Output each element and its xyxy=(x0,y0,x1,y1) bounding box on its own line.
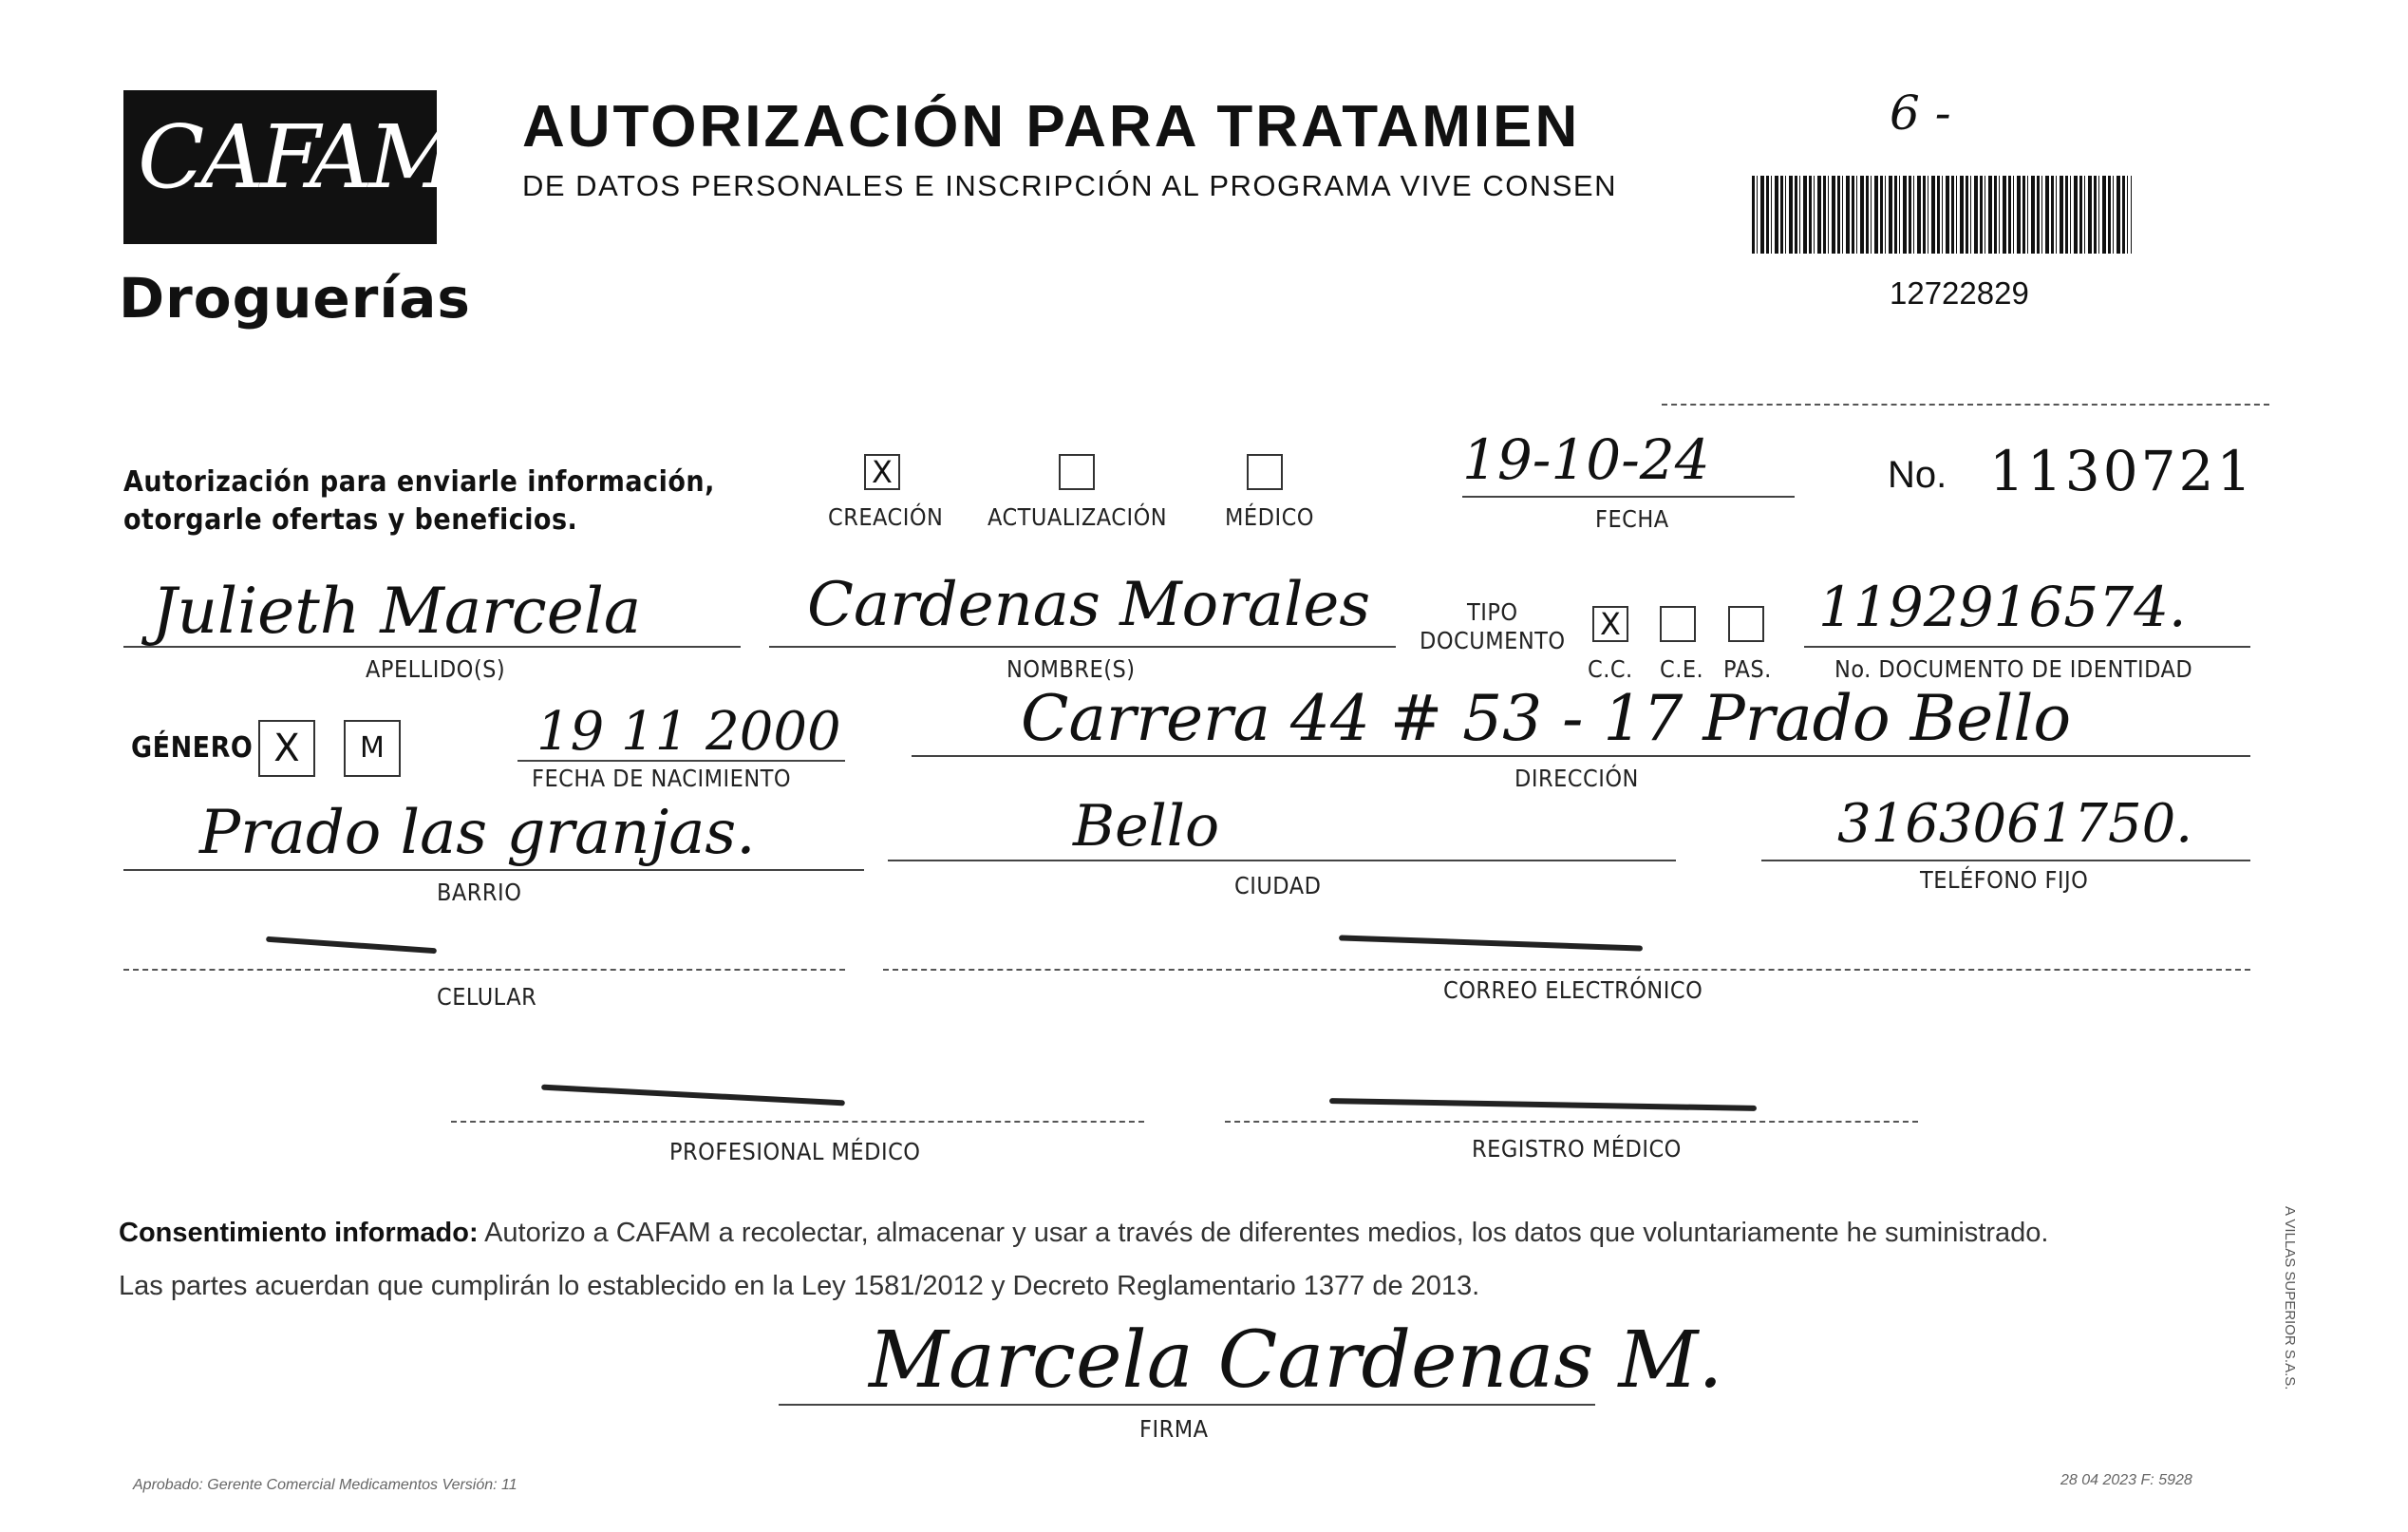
label-medico: MÉDICO xyxy=(1225,503,1314,531)
no-label: No. xyxy=(1888,454,1947,496)
celular-label: CELULAR xyxy=(437,983,537,1011)
registro-label: REGISTRO MÉDICO xyxy=(1472,1135,1682,1163)
checkbox-cc[interactable]: X xyxy=(1592,606,1628,642)
fecha-line xyxy=(1462,496,1795,498)
consent-text-2: Las partes acuerdan que cumplirán lo establecido en la Ley 1581/2012 y Decreto Reglamentario 1377 de 2013. xyxy=(119,1271,1480,1301)
documento-label: DOCUMENTO xyxy=(1420,627,1566,654)
form-number: 1130721 xyxy=(1989,439,2255,503)
doc-number-value[interactable]: 1192916574. xyxy=(1818,575,2187,639)
apellidos-label: APELLIDO(S) xyxy=(366,655,506,683)
celular-redaction xyxy=(266,936,437,955)
label-pas: PAS. xyxy=(1723,655,1772,683)
apellidos-line xyxy=(123,646,741,648)
doc-number-line xyxy=(1804,646,2250,648)
authorization-intro: Autorización para enviarle información, xyxy=(123,465,715,499)
direccion-value[interactable]: Carrera 44 # 53 - 17 Prado Bello xyxy=(1021,682,2072,755)
nacimiento-value[interactable]: 19 11 2000 xyxy=(536,701,841,763)
correo-label: CORREO ELECTRÓNICO xyxy=(1443,976,1703,1004)
registro-redaction xyxy=(1329,1098,1757,1111)
celular-line xyxy=(123,969,845,971)
nombres-value[interactable]: Cardenas Morales xyxy=(807,570,1371,640)
barcode xyxy=(1752,176,2132,254)
checkbox-ce[interactable] xyxy=(1660,606,1696,642)
barrio-value[interactable]: Prado las granjas. xyxy=(199,798,756,868)
telefono-label: TELÉFONO FIJO xyxy=(1920,866,2089,894)
footer-date-code: 28 04 2023 F: 5928 xyxy=(2060,1472,2192,1488)
apellidos-value[interactable]: Julieth Marcela xyxy=(152,575,642,648)
direccion-label: DIRECCIÓN xyxy=(1514,765,1639,792)
nombres-label: NOMBRE(S) xyxy=(1006,655,1136,683)
genero-label: GÉNERO xyxy=(131,731,254,765)
tipo-label: TIPO xyxy=(1467,598,1518,626)
profesional-redaction xyxy=(541,1085,845,1106)
checkbox-medico[interactable] xyxy=(1247,454,1283,490)
profesional-label: PROFESIONAL MÉDICO xyxy=(669,1138,921,1165)
ciudad-value[interactable]: Bello xyxy=(1073,793,1220,860)
nombres-line xyxy=(769,646,1396,648)
fecha-label: FECHA xyxy=(1595,505,1669,533)
label-ce: C.E. xyxy=(1660,655,1704,683)
profesional-line xyxy=(451,1121,1144,1123)
direccion-line xyxy=(912,755,2250,757)
correo-redaction xyxy=(1339,935,1643,951)
ciudad-label: CIUDAD xyxy=(1234,872,1322,899)
checkbox-creacion[interactable]: X xyxy=(864,454,900,490)
label-cc: C.C. xyxy=(1588,655,1633,683)
form-subtitle: DE DATOS PERSONALES E INSCRIPCIÓN AL PROGRAMA VIVE CONSEN xyxy=(522,169,1617,202)
signature[interactable]: Marcela Cardenas M. xyxy=(869,1315,1723,1406)
label-actualizacion: ACTUALIZACIÓN xyxy=(988,503,1168,531)
checkbox-genero-m[interactable]: M xyxy=(344,720,401,777)
consent-block xyxy=(119,1206,2265,1313)
authorization-intro-2: otorgarle ofertas y beneficios. xyxy=(123,503,578,537)
consent-heading: Consentimiento informado: xyxy=(119,1218,479,1248)
signature-line xyxy=(779,1404,1595,1406)
brand-subtitle: Droguerías xyxy=(119,266,471,331)
doc-number-label: No. DOCUMENTO DE IDENTIDAD xyxy=(1834,655,2193,683)
correo-line xyxy=(883,969,2250,971)
footer-approval: Aprobado: Gerente Comercial Medicamentos Versión: 11 xyxy=(133,1477,517,1493)
printer-side-text: A VILLAS SUPERIOR S.A.S. xyxy=(2282,1206,2298,1390)
form-title: AUTORIZACIÓN PARA TRATAMIEN xyxy=(522,94,1581,160)
fecha-value[interactable]: 19-10-24 xyxy=(1462,427,1710,492)
corner-handwritten-mark: 6 - xyxy=(1890,85,1951,141)
barrio-label: BARRIO xyxy=(437,879,522,906)
nacimiento-line xyxy=(517,760,845,762)
checkbox-pas[interactable] xyxy=(1728,606,1764,642)
telefono-line xyxy=(1761,860,2250,861)
label-creacion: CREACIÓN xyxy=(828,503,944,531)
ciudad-line xyxy=(888,860,1676,861)
consent-text-1: Autorizo a CAFAM a recolectar, almacenar y usar a través de diferentes medios, los datos que voluntariamente he suministrado. xyxy=(484,1218,2049,1248)
barrio-line xyxy=(123,869,864,871)
barcode-number: 12722829 xyxy=(1890,275,2029,311)
nacimiento-label: FECHA DE NACIMIENTO xyxy=(532,765,792,792)
signature-label: FIRMA xyxy=(1139,1415,1209,1443)
checkbox-genero-f[interactable]: X xyxy=(258,720,315,777)
logo-text: CAFAM xyxy=(138,106,455,208)
top-dashed-rule xyxy=(1662,404,2269,406)
checkbox-actualizacion[interactable] xyxy=(1059,454,1095,490)
registro-line xyxy=(1225,1121,1918,1123)
telefono-value[interactable]: 3163061750. xyxy=(1837,793,2193,855)
